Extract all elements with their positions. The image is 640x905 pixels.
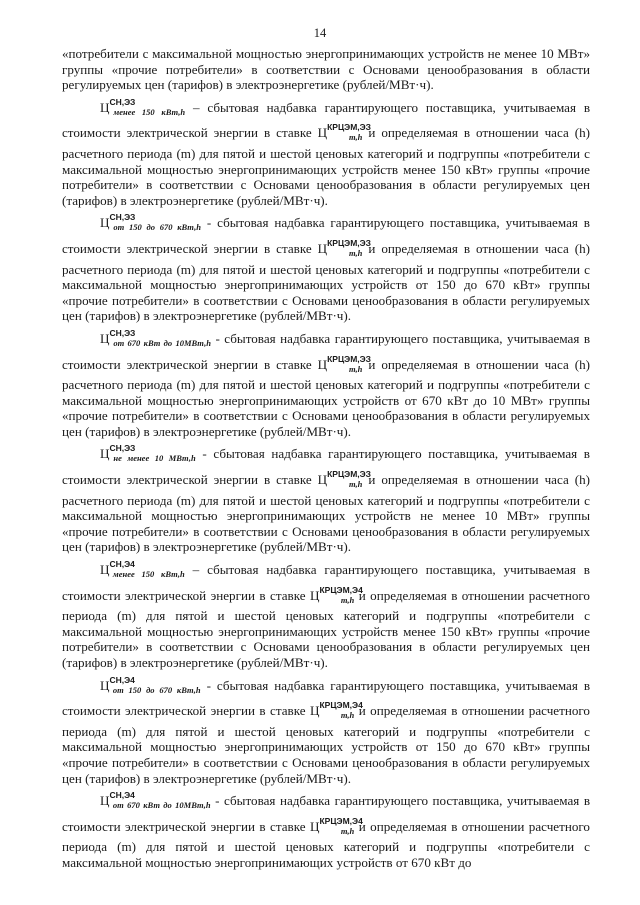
definition-text: - сбытовая надбавка гарантирующего поставщика, учитываемая в стоимости электрической энергии в ставке <box>62 446 590 488</box>
markup-symbol <box>100 790 211 811</box>
definition-paragraph <box>62 441 590 555</box>
definition-text-continued: и определяемая в отношении расчетного периода (m) для пятой и шестой ценовых категорий и подгруппы «потребители с максимальной мощностью энергопринимающих устройств менее 150 кВт» группы «прочие потребители» в соответствии с Основами ценообразования в области регулируемых цен (тарифов) в электроэнергетике (рублей/МВт·ч). <box>62 587 590 670</box>
definition-text-continued: и определяемая в отношении расчетного периода (m) для пятой и шестой ценовых категорий и подгруппы «потребители с максимальной мощностью энергопринимающих устройств от 670 кВт до <box>62 818 590 870</box>
symbol-subscript <box>341 595 354 605</box>
symbol-letter: Ц <box>317 125 328 141</box>
markup-symbol <box>100 212 201 233</box>
symbol-superscript: КРЦЭМ,ЭЗ <box>327 469 371 480</box>
symbol-subscript <box>113 453 195 463</box>
symbol-subscript <box>113 338 211 348</box>
definition-text-continued: и определяемая в отношении часа (h) расчетного периода (m) для пятой и шестой ценовых категорий и подгруппы «потребители с максимальной мощностью энергопринимающих устройств от 150 до 670 кВт» группы «прочие потребители» в соответствии с Основами ценообразования в области регулируемых цен (тарифов) в электроэнергетике (рублей/МВт·ч). <box>62 240 590 324</box>
symbol-letter: Ц <box>100 793 110 809</box>
symbol-superscript: СН,ЭЗ <box>109 212 136 223</box>
definition-text: - сбытовая надбавка гарантирующего поставщика, учитываемая в стоимости электрической энергии в ставке <box>62 677 590 719</box>
symbol-letter: Ц <box>100 562 110 578</box>
symbol-superscript: СН,ЭЗ <box>109 327 136 338</box>
definition-paragraph <box>62 557 590 671</box>
markup-symbol <box>100 559 185 580</box>
symbol-superscript: КРЦЭМ,Э4 <box>319 584 363 595</box>
markup-symbol <box>100 327 211 348</box>
rate-symbol <box>310 584 363 605</box>
page-number: 14 <box>313 26 327 40</box>
definition-text: – сбытовая надбавка гарантирующего поставщика, учитываемая в стоимости электрической энергии в ставке <box>62 562 590 603</box>
symbol-letter: Ц <box>100 215 110 231</box>
symbol-superscript: СН,Э4 <box>109 559 135 570</box>
rate-symbol <box>317 469 371 490</box>
definition-text: - сбытовая надбавка гарантирующего поставщика, учитываемая в стоимости электрической энергии в ставке <box>62 793 590 834</box>
symbol-subscript <box>349 479 362 489</box>
symbol-subscript <box>113 685 201 695</box>
rate-symbol <box>310 815 363 836</box>
definition-text-continued: и определяемая в отношении часа (h) расчетного периода (m) для пятой и шестой ценовых категорий и подгруппы «потребители с максимальной мощностью энергопринимающих устройств от 670 кВт до 10 МВт» группы «прочие потребители» в соответствии с Основами ценообразования в области регулируемых цен (тарифов) в электроэнергетике (рублей/МВт·ч). <box>62 356 590 439</box>
markup-symbol <box>100 96 186 117</box>
symbol-subscript-text: менее 150 кВт,h <box>112 569 185 580</box>
symbol-letter: Ц <box>100 677 110 693</box>
symbol-subscript-text: m,h <box>348 247 363 258</box>
definition-text-continued: и определяемая в отношении часа (h) расчетного периода (m) для пятой и шестой ценовых категорий и подгруппы «потребители с максимальной мощностью энергопринимающих устройств менее 150 кВт» группы «прочие потребители» в соответствии с Основами ценообразования в области регулируемых цен (тарифов) в электроэнергетике (рублей/МВт·ч). <box>62 125 590 208</box>
definition-text-continued: и определяемая в отношении расчетного периода (m) для пятой и шестой ценовых категорий и подгруппы «потребители с максимальной мощностью энергопринимающих устройств от 150 до 670 кВт» группы «прочие потребители» в соответствии с Основами ценообразования в области регулируемых цен (тарифов) в электроэнергетике (рублей/МВт·ч). <box>62 703 590 786</box>
document-body <box>62 46 590 871</box>
symbol-superscript: КРЦЭМ,Э4 <box>319 700 363 711</box>
symbol-subscript <box>113 222 201 232</box>
symbol-subscript-text: от 150 до 670 кВт,h <box>113 222 201 233</box>
symbol-letter: Ц <box>100 330 110 346</box>
symbol-letter: Ц <box>310 587 320 603</box>
markup-symbol <box>100 443 196 464</box>
symbol-superscript: СН,Э4 <box>109 790 135 801</box>
symbol-subscript <box>349 132 362 142</box>
symbol-letter: Ц <box>310 818 320 834</box>
definition-text: - сбытовая надбавка гарантирующего поставщика, учитываемая в стоимости электрической энергии в ставке <box>62 330 591 372</box>
symbol-letter: Ц <box>317 240 328 256</box>
symbol-subscript-text: m,h <box>340 594 355 605</box>
rate-symbol <box>317 237 371 258</box>
definition-text: – сбытовая надбавка гарантирующего поставщика, учитываемая в стоимости электрической энергии в ставке <box>62 99 590 141</box>
symbol-superscript: СН,Э4 <box>109 674 135 685</box>
symbol-subscript <box>113 800 211 810</box>
symbol-subscript <box>341 826 354 836</box>
symbol-letter: Ц <box>310 703 320 719</box>
symbol-subscript <box>341 710 354 720</box>
definition-list <box>62 95 590 871</box>
symbol-subscript-text: m,h <box>348 132 363 143</box>
symbol-letter: Ц <box>100 446 110 462</box>
rate-symbol <box>310 700 363 721</box>
symbol-subscript-text: от 670 кВт до 10МВт,h <box>112 800 211 811</box>
symbol-subscript <box>349 364 362 374</box>
definition-paragraph <box>62 326 590 440</box>
definition-paragraph <box>62 95 590 209</box>
rate-symbol <box>317 122 371 143</box>
definition-text: - сбытовая надбавка гарантирующего поставщика, учитываемая в стоимости электрической энергии в ставке <box>62 215 590 256</box>
symbol-superscript: КРЦЭМ,Э4 <box>319 815 363 826</box>
definition-paragraph <box>62 788 590 870</box>
intro-paragraph: «потребители с максимальной мощностью энергопринимающих устройств не менее 10 МВт» группы «прочие потребители» в соответствии с Основами ценообразования в области регулируемых цен (тарифов) в электроэнергетике (рублей/МВт·ч). <box>62 46 590 93</box>
symbol-superscript: СН,ЭЗ <box>109 96 136 107</box>
symbol-letter: Ц <box>317 472 328 488</box>
symbol-superscript: КРЦЭМ,ЭЗ <box>327 237 371 248</box>
symbol-superscript: СН,ЭЗ <box>109 443 136 454</box>
symbol-subscript <box>349 248 362 258</box>
symbol-subscript <box>113 107 185 117</box>
markup-symbol <box>100 674 201 695</box>
definition-paragraph <box>62 210 590 324</box>
symbol-superscript: КРЦЭМ,ЭЗ <box>327 353 371 364</box>
symbol-subscript-text: от 150 до 670 кВт,h <box>112 684 201 695</box>
symbol-subscript <box>113 569 185 579</box>
symbol-subscript-text: не менее 10 МВт,h <box>113 453 196 464</box>
symbol-subscript-text: m,h <box>348 479 363 490</box>
symbol-letter: Ц <box>100 99 110 115</box>
symbol-subscript-text: m,h <box>340 710 355 721</box>
definition-text-continued: и определяемая в отношении часа (h) расчетного периода (m) для пятой и шестой ценовых категорий и подгруппы «потребители с максимальной мощностью энергопринимающих устройств не менее 10 МВт» группы «прочие потребители» в соответствии с Основами ценообразования в области регулируемых цен (тарифов) в электроэнергетике (рублей/МВт·ч). <box>62 472 590 555</box>
rate-symbol <box>317 353 371 374</box>
symbol-subscript-text: от 670 кВт до 10МВт,h <box>113 337 211 348</box>
symbol-subscript-text: m,h <box>340 825 355 836</box>
symbol-letter: Ц <box>317 356 328 372</box>
symbol-subscript-text: m,h <box>348 363 363 374</box>
symbol-subscript-text: менее 150 кВт,h <box>113 106 186 117</box>
symbol-superscript: КРЦЭМ,ЭЗ <box>327 122 371 133</box>
definition-paragraph <box>62 673 590 787</box>
